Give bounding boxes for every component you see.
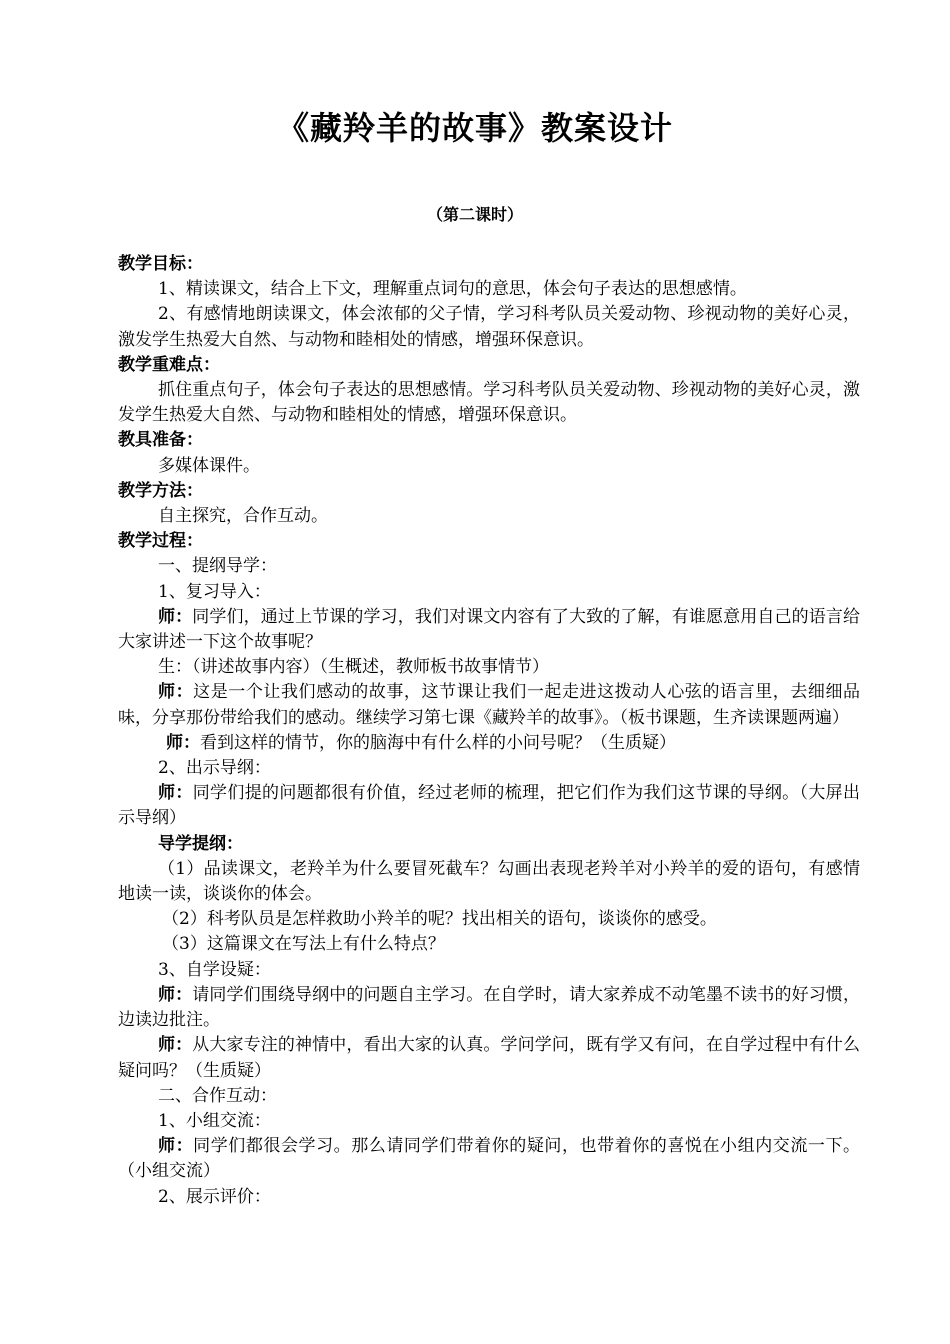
dialogue-teacher-4	[118, 781, 860, 831]
student-label: 生：	[158, 657, 192, 678]
outline-question-1: （1）品读课文，老羚羊为什么要冒死截车？勾画出表现老羚羊对小羚羊的爱的语句，有感情地读一读，谈谈你的体会。	[118, 858, 860, 905]
outline-heading: 导学提纲：	[158, 833, 243, 854]
method-heading: 教学方法：	[118, 480, 203, 501]
section-1-2: 2、出示导纲：	[158, 758, 271, 779]
dialogue-student-1	[118, 655, 860, 680]
teacher-label: 师：	[158, 984, 193, 1005]
dialogue-teacher-7	[118, 1134, 860, 1184]
dialogue-teacher-1	[118, 605, 860, 655]
dialogue-teacher-6	[118, 1033, 860, 1083]
dialogue-teacher-3	[118, 731, 860, 756]
teacher-label: 师：	[158, 682, 194, 703]
teacher-label: 师：	[158, 1136, 194, 1157]
page-subtitle: （第二课时）	[426, 205, 523, 224]
tools-text: 多媒体课件。	[158, 455, 260, 476]
dialogue-text: 请同学们围绕导纲中的问题自主学习。在自学时，请大家养成不动笔墨不读书的好习惯，边读边批注。	[118, 984, 860, 1031]
outline-question-2: （2）科考队员是怎样救助小羚羊的呢？找出相关的语句，谈谈你的感受。	[162, 909, 717, 930]
section-1-heading: 一、提纲导学：	[158, 556, 277, 577]
goal-1: 1、精读课文，结合上下文，理解重点词句的意思，体会句子表达的思想感情。	[158, 279, 747, 300]
dialogue-text: 同学们都很会学习。那么请同学们带着你的疑问，也带着你的喜悦在小组内交流一下。（小组交流）	[118, 1136, 861, 1182]
outline-question-3: （3）这篇课文在写法上有什么特点？	[162, 934, 445, 955]
method-text: 自主探究，合作互动。	[158, 506, 328, 527]
document-body	[118, 252, 860, 1210]
dialogue-text: 同学们提的问题都很有价值，经过老师的梳理，把它们作为我们这节课的导纲。（大屏出示导纲）	[118, 783, 861, 829]
section-2-2: 2、展示评价：	[158, 1186, 271, 1207]
keypoints-heading: 教学重难点：	[118, 354, 220, 375]
dialogue-text: （讲述故事内容）（生概述，教师板书故事情节）	[192, 657, 549, 678]
teacher-label: 师：	[166, 732, 200, 753]
dialogue-text: 同学们，通过上节课的学习，我们对课文内容有了大致的了解，有谁愿意用自己的语言给大家讲述一下这个故事呢？	[118, 606, 860, 653]
goal-2: 2、有感情地朗读课文，体会浓郁的父子情，学习科考队员关爱动物、珍视动物的美好心灵，激发学生热爱大自然、与动物和睦相处的情感，增强环保意识。	[118, 304, 860, 350]
goals-heading: 教学目标：	[118, 254, 203, 274]
teacher-label: 师：	[158, 1035, 193, 1056]
teacher-label: 师：	[158, 783, 193, 804]
teacher-label: 师：	[158, 606, 193, 627]
section-1-1: 1、复习导入：	[158, 581, 271, 602]
dialogue-text: 看到这样的情节，你的脑海中有什么样的小问号呢？（生质疑）	[200, 732, 676, 753]
dialogue-teacher-2	[118, 680, 860, 730]
dialogue-teacher-5	[118, 983, 860, 1033]
page-title: 《藏羚羊的故事》教案设计	[276, 109, 673, 147]
tools-heading: 教具准备：	[118, 430, 203, 451]
keypoints-text: 抓住重点句子，体会句子表达的思想感情。学习科考队员关爱动物、珍视动物的美好心灵，激发学生热爱大自然、与动物和睦相处的情感，增强环保意识。	[118, 380, 860, 426]
section-2-heading: 二、合作互动：	[158, 1085, 277, 1106]
section-1-3: 3、自学设疑：	[158, 959, 271, 980]
dialogue-text: 这是一个让我们感动的故事，这节课让我们一起走进这拨动人心弦的语言里，去细细品味，分享那份带给我们的感动。继续学习第七课《藏羚羊的故事》。（板书课题，生齐读课题两遍）	[118, 682, 861, 728]
section-2-1: 1、小组交流：	[158, 1110, 271, 1131]
dialogue-text: 从大家专注的神情中，看出大家的认真。学问学问，既有学又有问，在自学过程中有什么疑问吗？（生质疑）	[118, 1035, 860, 1081]
process-heading: 教学过程：	[118, 531, 203, 552]
